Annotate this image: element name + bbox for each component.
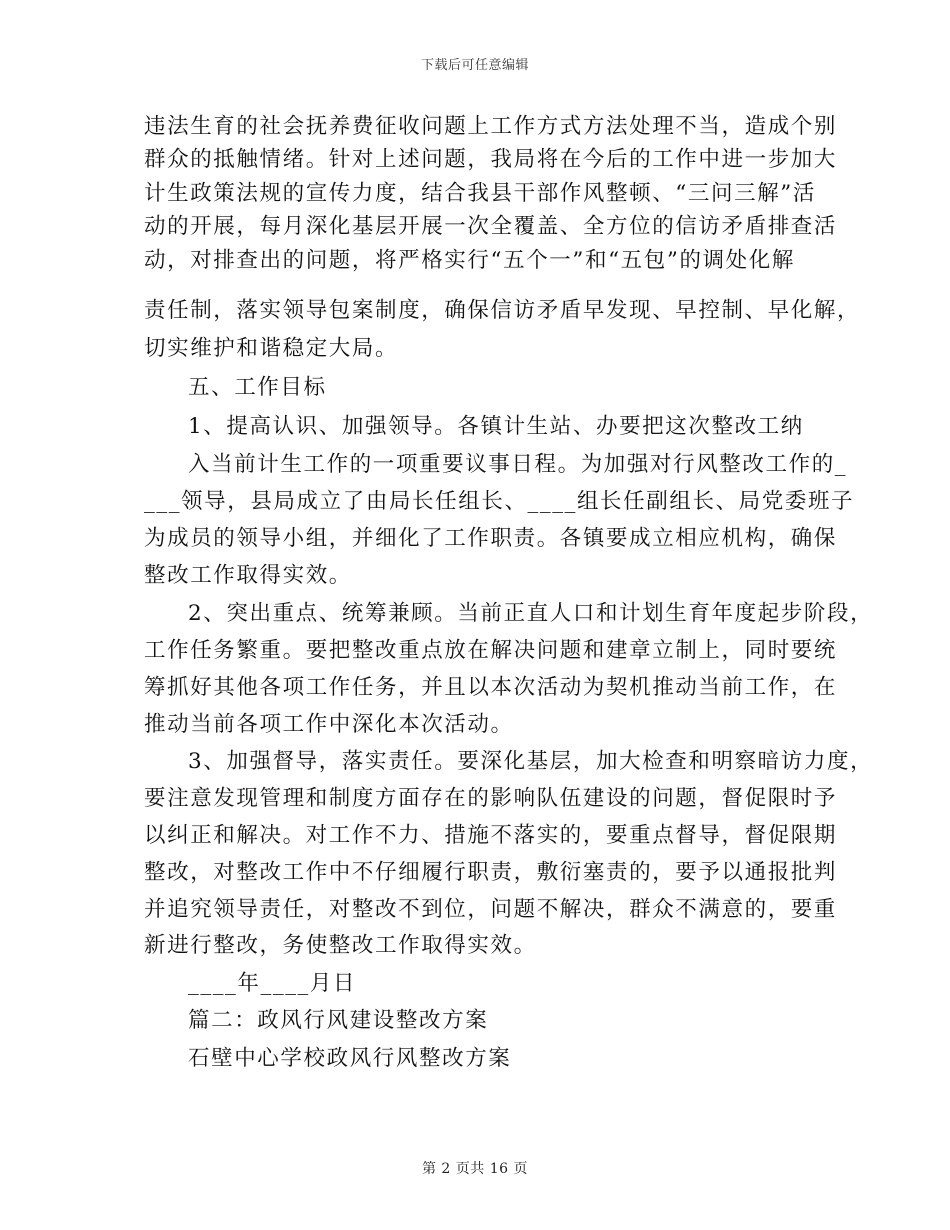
section-title: 篇二：政风行风建设整改方案 [188,1008,489,1033]
body-text-line: 入当前计生工作的一项重要议事日程。为加强对行风整改工作的_ [188,452,848,477]
body-text-line: 工作任务繁重。要把整改重点放在解决问题和建章立制上，同时要统 [144,638,838,663]
body-text-line: 违法生育的社会抚养费征收问题上工作方式方法处理不当，造成个别 [144,114,838,139]
body-text-line: 动的开展，每月深化基层开展一次全覆盖、全方位的信访矛盾排查活 [144,214,838,239]
body-text-line: 责任制，落实领导包案制度，确保信访矛盾早发现、早控制、早化解， [144,298,861,323]
section-heading: 五、工作目标 [188,375,327,400]
body-text-line: 要注意发现管理和制度方面存在的影响队伍建设的问题，督促限时予 [144,786,838,811]
document-title: 石壁中心学校政风行风整改方案 [188,1046,512,1071]
page-number: 第 2 页共 16 页 [421,1161,529,1177]
body-text-line: 动，对排查出的问题，将严格实行“五个一”和“五包”的调处化解 [144,248,795,273]
body-text-line: 整改，对整改工作中不仔细履行职责，敷衍塞责的，要予以通报批判 [144,860,838,885]
body-text-line: 整改工作取得实效。 [144,563,352,588]
page-header-note: 下载后可任意编辑 [420,58,529,73]
date-line: ____年____月日 [188,971,357,996]
body-text-line: 计生政策法规的宣传力度，结合我县干部作风整顿、“三问三解”活 [144,181,816,206]
body-text-line: 为成员的领导小组，并细化了工作职责。各镇要成立相应机构，确保 [144,526,838,551]
body-text-line: 切实维护和谐稳定大局。 [144,336,399,361]
body-text-line: ___领导，县局成立了由局长任组长、____组长任副组长、局党委班子 [144,489,855,514]
body-text-line: 以纠正和解决。对工作不力、措施不落实的，要重点督导，督促限期 [144,823,838,848]
body-text-line: 并追究领导责任，对整改不到位，问题不解决，群众不满意的，要重 [144,897,838,922]
body-text-line: 1、提高认识、加强领导。各镇计生站、办要把这次整改工纳 [188,414,804,439]
body-text-line: 群众的抵触情绪。针对上述问题，我局将在今后的工作中进一步加大 [144,147,838,172]
body-text-line: 推动当前各项工作中深化本次活动。 [144,712,514,737]
body-text-line: 3、加强督导，落实责任。要深化基层，加大检查和明察暗访力度， [188,749,874,774]
body-text-line: 筹抓好其他各项工作任务，并且以本次活动为契机推动当前工作，在 [144,675,838,700]
body-text-line: 2、突出重点、统筹兼顾。当前正直人口和计划生育年度起步阶段， [188,601,874,626]
body-text-line: 新进行整改，务使整改工作取得实效。 [144,933,537,958]
